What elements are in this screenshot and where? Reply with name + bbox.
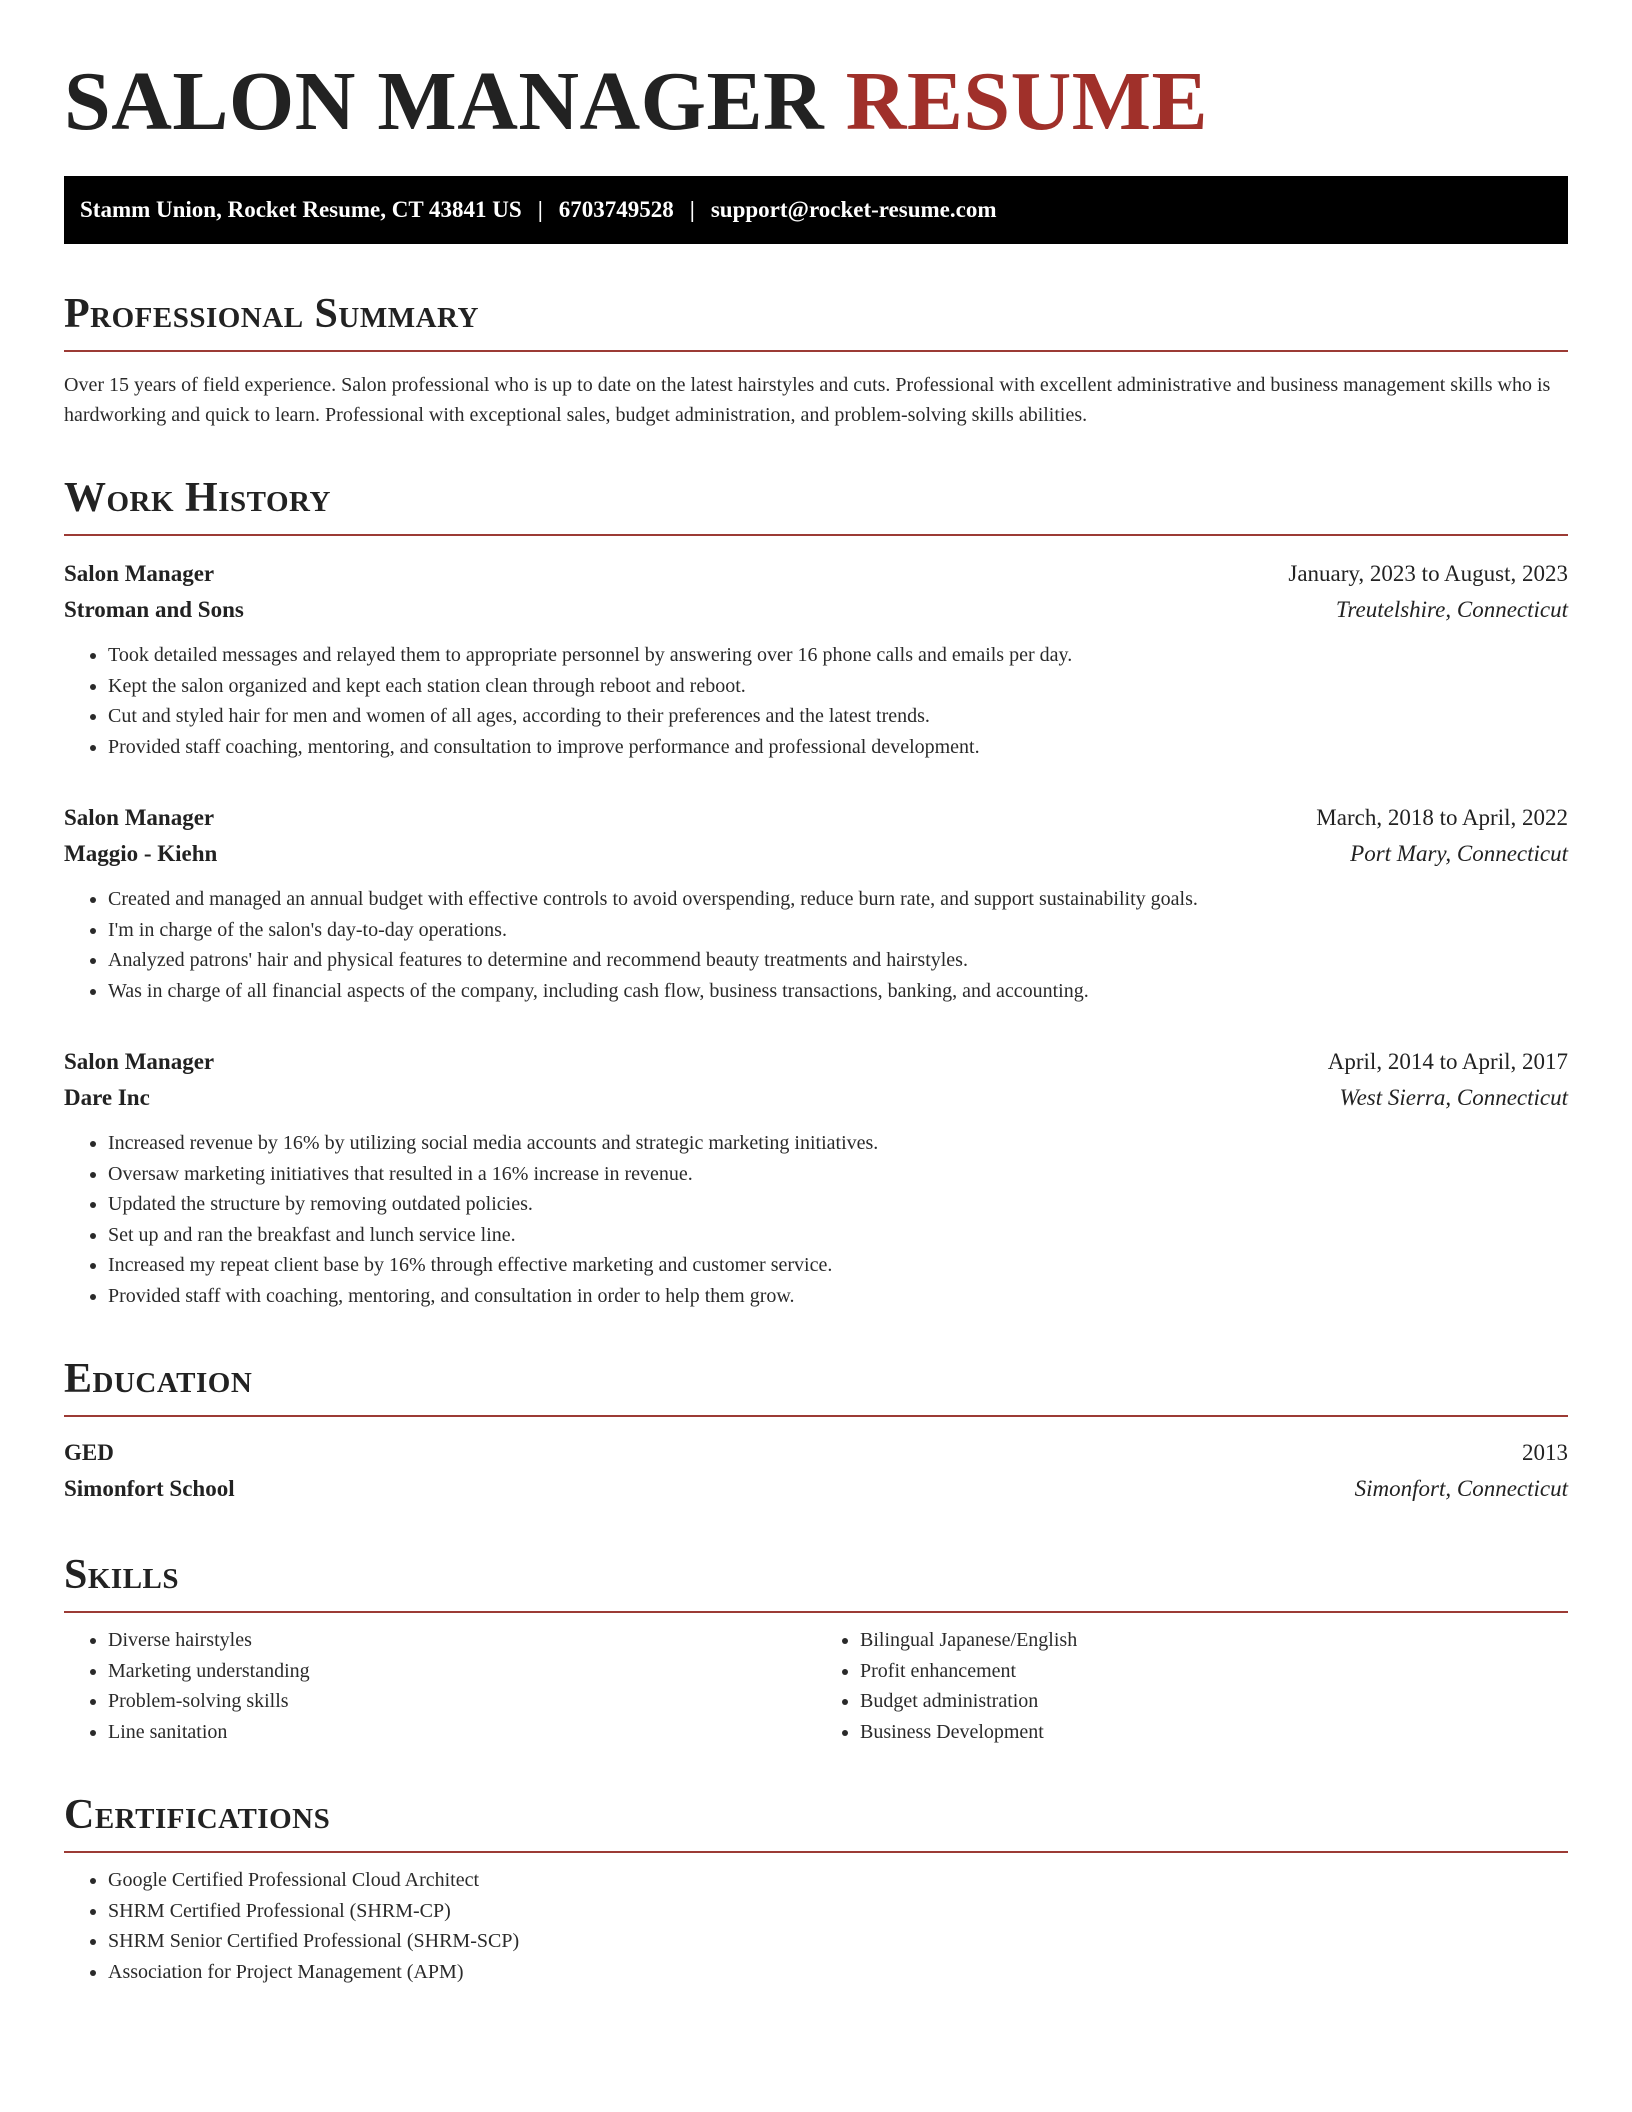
contact-email: support@rocket-resume.com [710, 197, 997, 222]
list-item: • Provided staff with coaching, mentoring, and consultation in order to help them grow. [108, 1281, 1568, 1312]
list-item: • Cut and styled hair for men and women of all ages, according to their preferences and the latest trends. [108, 701, 1568, 732]
education-degree: GED [64, 1440, 114, 1465]
list-item: • Budget administration [860, 1686, 1568, 1717]
section-divider [64, 350, 1568, 352]
list-item: • Analyzed patrons' hair and physical features to determine and recommend beauty treatments and hairstyles. [108, 945, 1568, 976]
certifications-heading: Certifications [64, 1792, 331, 1838]
job-title: Salon Manager [64, 805, 215, 830]
job-title: Salon Manager [64, 1049, 215, 1074]
title-main: SALON MANAGER [64, 55, 825, 148]
job-location: Port Mary, Connecticut [1350, 841, 1568, 866]
list-item: • Bilingual Japanese/English [860, 1625, 1568, 1656]
job-company-row [64, 592, 1568, 628]
job-header-row [64, 800, 1568, 836]
summary-section [64, 288, 1568, 430]
list-item: • Updated the structure by removing outdated policies. [108, 1189, 1568, 1220]
job-company-row [64, 836, 1568, 872]
work-history-section [64, 472, 1568, 1311]
list-item: • Marketing understanding [108, 1656, 816, 1687]
contact-separator: | [537, 197, 543, 222]
list-item: • Was in charge of all financial aspects of the company, including cash flow, business transactions, banking, and accounting. [108, 976, 1568, 1007]
skills-heading: Skills [64, 1552, 180, 1598]
job-entry [64, 556, 1568, 762]
job-entry [64, 1044, 1568, 1311]
education-school: Simonfort School [64, 1476, 235, 1501]
contact-bar [64, 176, 1568, 244]
job-location: West Sierra, Connecticut [1339, 1085, 1568, 1110]
job-dates: January, 2023 to August, 2023 [1288, 561, 1568, 586]
section-divider [64, 1611, 1568, 1613]
skills-list-left [64, 1625, 816, 1747]
job-company-row [64, 1080, 1568, 1116]
list-item: • Line sanitation [108, 1717, 816, 1748]
certifications-list [64, 1865, 1568, 1987]
summary-text: Over 15 years of field experience. Salon professional who is up to date on the latest hairstyles and cuts. Professional with excellent administrative and business management skills who is hardworking and quick to learn. Professional with exceptional sales, budget administration, and problem-solving skills abilities. [64, 374, 1551, 426]
skills-grid [64, 1625, 1568, 1747]
list-item: • Association for Project Management (APM) [108, 1957, 1568, 1988]
job-bullets [64, 884, 1568, 1006]
summary-heading: Professional Summary [64, 291, 479, 337]
list-item: • Problem-solving skills [108, 1686, 816, 1717]
list-item: • Created and managed an annual budget with effective controls to avoid overspending, reduce burn rate, and support sustainability goals. [108, 884, 1568, 915]
contact-separator: | [689, 197, 695, 222]
list-item: • SHRM Senior Certified Professional (SHRM-SCP) [108, 1926, 1568, 1957]
education-heading: Education [64, 1356, 253, 1402]
job-title: Salon Manager [64, 561, 215, 586]
job-bullets [64, 640, 1568, 762]
education-school-row [64, 1471, 1568, 1507]
list-item: • Business Development [860, 1717, 1568, 1748]
list-item: • Profit enhancement [860, 1656, 1568, 1687]
skills-section [64, 1549, 1568, 1747]
list-item: • Google Certified Professional Cloud Architect [108, 1865, 1568, 1896]
list-item: • SHRM Certified Professional (SHRM-CP) [108, 1896, 1568, 1927]
list-item: • Took detailed messages and relayed them to appropriate personnel by answering over 16 phone calls and emails per day. [108, 640, 1568, 671]
job-location: Treutelshire, Connecticut [1335, 597, 1568, 622]
list-item: • Kept the salon organized and kept each station clean through reboot and reboot. [108, 671, 1568, 702]
education-degree-row [64, 1435, 1568, 1471]
job-dates: April, 2014 to April, 2017 [1327, 1049, 1568, 1074]
list-item: • Oversaw marketing initiatives that resulted in a 16% increase in revenue. [108, 1159, 1568, 1190]
section-divider [64, 1415, 1568, 1417]
job-dates: March, 2018 to April, 2022 [1316, 805, 1568, 830]
list-item: • Increased revenue by 16% by utilizing social media accounts and strategic marketing initiatives. [108, 1128, 1568, 1159]
skills-list-right [816, 1625, 1568, 1747]
title-accent: RESUME [845, 55, 1209, 148]
list-item: • Diverse hairstyles [108, 1625, 816, 1656]
job-company: Stroman and Sons [64, 597, 244, 622]
job-entry [64, 800, 1568, 1006]
list-item: • Set up and ran the breakfast and lunch service line. [108, 1220, 1568, 1251]
section-divider [64, 1851, 1568, 1853]
resume-title [64, 52, 1568, 152]
work-history-heading: Work History [64, 475, 331, 521]
education-section [64, 1353, 1568, 1507]
education-entry [64, 1435, 1568, 1507]
certifications-section [64, 1789, 1568, 1987]
job-bullets [64, 1128, 1568, 1311]
contact-phone: 6703749528 [558, 197, 674, 222]
contact-address: Stamm Union, Rocket Resume, CT 43841 US [80, 197, 522, 222]
job-header-row [64, 556, 1568, 592]
job-company: Dare Inc [64, 1085, 150, 1110]
section-divider [64, 534, 1568, 536]
list-item: • I'm in charge of the salon's day-to-day operations. [108, 915, 1568, 946]
education-year: 2013 [1522, 1440, 1568, 1465]
list-item: • Provided staff coaching, mentoring, and consultation to improve performance and professional development. [108, 732, 1568, 763]
list-item: • Increased my repeat client base by 16% through effective marketing and customer service. [108, 1250, 1568, 1281]
job-header-row [64, 1044, 1568, 1080]
education-location: Simonfort, Connecticut [1354, 1476, 1568, 1501]
job-company: Maggio - Kiehn [64, 841, 218, 866]
